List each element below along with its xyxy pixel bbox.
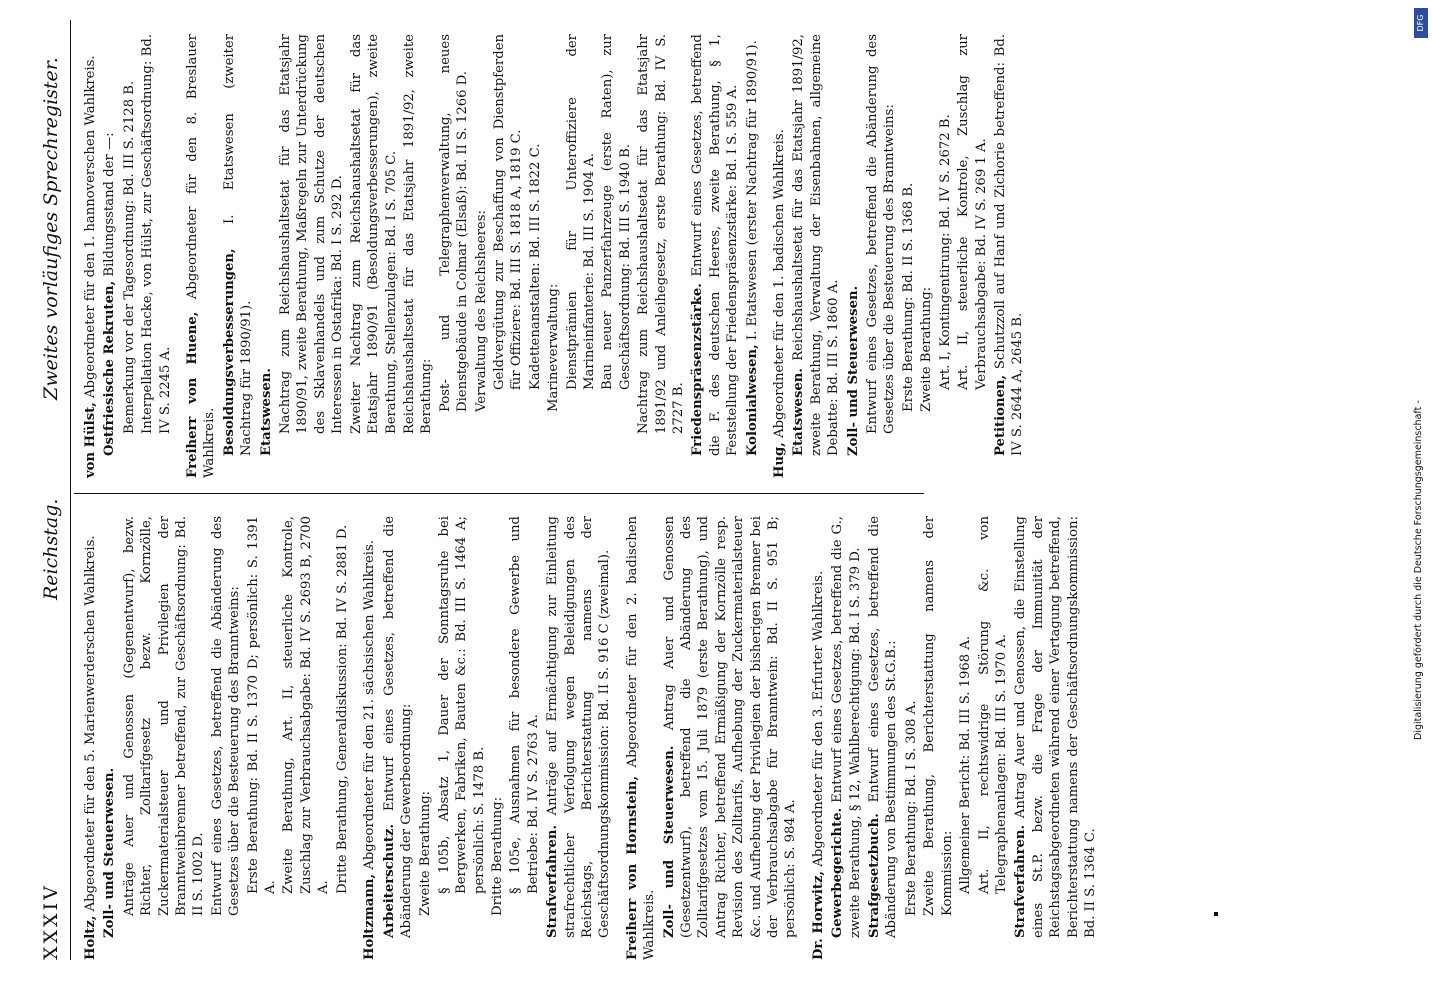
speaker-constituency: Abgeordneter für den 3. Erfurter Wahlkreis. [810,570,826,867]
register-entry [82,516,351,960]
subject-heading: Zoll- und Steuerwesen. [845,285,861,456]
subject-reference: § 105b, Absatz 1, Dauer der Sonntagsruhe bei Bergwerken, Fabriken, Bauten &c.: Bd. III S. 1464 A; persönlich: S. 1478 B. [436,516,487,894]
subject-heading: Strafverfahren. [1013,824,1029,938]
subject-reference: Erste Berathung: Bd. II S. 1368 B. [900,182,916,412]
subject-reference: Zweite Berathung: [919,286,935,412]
subject-reference: Art. I, Kontingentirung: Bd. IV S. 2672 B. [937,114,953,390]
speaker-name: Hug, [772,442,788,478]
subject-reference: Verwaltung des Reichsheeres: [473,210,489,412]
subject-heading: Etatswesen. [791,368,807,456]
speaker-name: von Hülst, [83,402,98,478]
subject-item: I. Etatswesen (erster Nachtrag für 1890/91). [744,40,760,341]
register-entry [184,34,761,478]
subject-reference: Art. II, rechtswidrige Störung &c. von Telegraphenanlagen: Bd. III S. 1970 A. [976,516,1009,894]
subject-item: Nachtrag zum Reichshaushaltsetat für das Etatsjahr 1890/91, zweite Berathung, Maßregeln zur Unterdrückung des Sklavenhandels und zum Schutze der deutschen Interessen in Ostafrika: Bd. I S. 292 D. [278,34,346,434]
speaker-name: Freiherr von Huene, [185,311,201,478]
register-entry [810,516,1100,960]
scan-speck [1214,912,1218,916]
speaker-constituency: Abgeordneter für den 8. Breslauer Wahlkreis. [185,34,218,478]
subject-reference: Dritte Berathung: [489,796,505,916]
subject-reference: Art. II, steuerliche Kontrole, Zuschlag zur Verbrauchsabgabe: Bd. IV S. 269 1 A. [956,34,989,390]
subject-heading: Strafverfahren. [545,824,561,938]
subject-reference: Erste Berathung: Bd. II S. 1370 D; persönlich: S. 1391 A. [245,516,279,894]
header-rule [70,20,71,960]
subject-item: Bildungsstand der —: [102,132,118,277]
subject-item: Entwurf eines Gesetzes, betreffend die F. des deutschen Heeres, zweite Berathung, § 1, Feststellung der Friedenspräsenzstärke: Bd. I S. 559 A. [690,34,741,456]
page-header [30,20,70,960]
left-column [82,516,1109,960]
subject-item: Entwurf eines Gesetzes, betreffend die Abänderung der Gewerbeordnung: [381,516,414,938]
speaker-constituency: Abgeordneter für den 21. sächsischen Wahlkreis. [362,540,378,870]
dfg-logo [1414,8,1428,38]
running-title-left: Reichstag. [40,498,62,600]
subject-item: Entwurf eines Gesetzes, betreffend die Abänderung des Gesetzes über die Besteuerung des Branntweins: [865,34,898,434]
page-number: XXXIV [40,883,62,960]
speaker-constituency: Abgeordneter für den 1. hannoverschen Wahlkreis. [83,55,98,398]
speaker-name: Holtz, [83,915,98,960]
speaker-constituency: Abgeordneter für den 2. badischen Wahlkreis. [624,516,658,960]
speaker-constituency: Abgeordneter für den 5. Marienwerderschen Wahlkreis. [83,535,98,912]
subject-reference: § 105e, Ausnahmen für besondere Gewerbe und Betriebe: Bd. IV S. 2763 A. [508,516,541,894]
speaker-name: Dr. Horwitz, [810,870,826,960]
register-entry [361,516,614,960]
subject-heading: Zoll- und Steuerwesen. [661,745,677,938]
subject-reference: Allgemeiner Bericht: Bd. III S. 1968 A. [958,635,974,894]
rotated-register-page [30,20,1370,960]
register-entry [82,34,174,478]
subject-item: Schutzzoll auf Hanf und Zichorie betreffend: Bd. IV S. 2644 A, 2645 B. [992,34,1026,456]
subject-reference: Interpellation Hacke, von Hülst, zur Geschäftsordnung: Bd. IV S. 2245 A. [140,34,173,434]
digitization-note: Digitalisierung gefördert durch die Deutsche Forschungsgemeinschaft - [1413,400,1424,740]
subject-heading: Kolonialwesen, [744,344,760,456]
subject-reference: Dienstprämien für Unteroffiziere der Marineinfanterie: Bd. III S. 1904 A. [564,34,597,390]
subject-reference: Zweite Berathung: [418,790,434,916]
subject-item: Entwurf eines Gesetzes, betreffend die G., zweite Berathung, § 12, Wahlberechtigung: Bd. I S. 379 D. [830,516,863,938]
subject-reference: Kadettenanstalten: Bd. III S. 1822 C. [527,143,543,390]
subject-reference: Erste Berathung: Bd. I S. 308 A. [903,700,919,916]
subject-heading: Ostfriesische Rekruten, [102,280,118,456]
subject-heading: Gewerbegerichte. [830,807,846,938]
speaker-name: Freiherr von Hornstein, [624,775,640,960]
subject-item: Anträge auf Ermächtigung zur Einleitung strafrechtlicher Verfolgung wegen Beleidigungen des Reichstags, Berichterstattung namens der Geschäftsordnungskommission: Bd. II S. 916 C (zweimal). [545,516,613,938]
register-entry [624,516,800,960]
register-entry [771,34,1027,478]
subject-item: Entwurf eines Gesetzes, betreffend die Abänderung des Gesetzes über die Besteuerung des Branntweins: [209,516,243,916]
subject-heading: Zoll- und Steuerwesen. [102,767,118,938]
right-column [82,34,1037,478]
subject-heading: Strafgesetzbuch. [867,813,883,938]
subject-item: I. Etatswesen (zweiter Nachtrag für 1890/91). [221,34,255,456]
subject-item: Entwurf eines Gesetzes, betreffend die Abänderung von Bestimmungen des St.G.B.: [867,516,900,938]
subject-reference: Zweite Berathung, Berichterstattung namens der Kommission: [922,516,955,916]
subject-item: Reichshaushaltsetat für das Etatsjahr 1891/92, zweite Berathung, Verwaltung der Eisenbahnen, allgemeine Debatte: Bd. III S. 1860 A. [791,34,842,456]
subject-item: Antrag Auer und Genossen (Gesetzentwurf), betreffend die Abänderung des Zolltarifgesetzes vom 15. Juli 1879 (erste Berathung), und Antrag Richter, betreffend Ermäßigung der Kornzölle resp. Revision des Zolltarifs, Aufhebung der Zuckermaterialsteuer &c. und Aufhebung der Privilegien der bisherigen Brenner bei der Verbrauchsabgabe für Branntwein: Bd. II S. 951 B; persönlich: S. 984 A. [661,516,799,938]
subject-item: Nachtrag zum Reichshaushaltsetat für das Etatsjahr 1891/92 und Anleihegesetz, erste Berathung: Bd. IV S. 2727 B. [636,34,686,434]
subject-reference: Dritte Berathung, Generaldiskussion: Bd. IV S. 2881 D. [334,524,350,894]
speaker-name: Holtzmann, [362,873,378,960]
subject-reference: Zweite Berathung, Art. II, steuerliche Kontrole, Zuschlag zur Verbrauchsabgabe: Bd. IV S. 2693 B, 2700 A. [281,516,332,894]
digitization-sidebar [1398,20,1428,740]
subject-item: Antrag Auer und Genossen, die Einstellung eines St.P. bezw. die Frage der Immunität der Reichstagsabgeordneten während einer Vertagung betreffend, Berichterstattung namens der Geschäftsordnungskommission: Bd. II S. 1364 C. [1013,516,1098,938]
subject-item: Zweiter Nachtrag zum Reichshaushaltsetat für das Etatsjahr 1890/91 (Besoldungsverbesserungen), zweite Berathung, Stellenzulagen: Bd. I S. 705 C. [348,34,399,434]
subject-item: Reichshaushaltsetat für das Etatsjahr 1891/92, zweite Berathung: [401,34,435,434]
column-divider [74,493,924,494]
subject-heading: Besoldungsverbesserungen, [221,248,237,456]
subject-heading: Etatswesen. [258,368,274,456]
subject-reference: Geldvergütung zur Beschaffung von Dienstpferden für Offiziere: Bd. III S. 1818 A, 1819 C. [491,34,525,390]
subject-heading: Friedenspräsenzstärke. [690,283,706,456]
subject-heading: Petitionen, [992,374,1008,456]
subject-item: Anträge Auer und Genossen (Gegenentwurf), bezw. Richter, Zolltarifgesetz bezw. Kornzölle, Zuckermaterialsteuer und Privilegien der Branntweinbrenner betreffend, zur Geschäftsordnung: Bd. II S. 1002 D. [121,516,207,916]
dfg-logo-text: DFG [1416,14,1425,32]
subject-heading: Arbeiterschutz. [381,823,397,938]
subject-reference: Post- und Telegraphenverwaltung, neues Dienstgebäude in Colmar (Elsaß): Bd. II S. 1266 D. [437,34,471,412]
subject-reference: Bemerkung vor der Tagesordnung: Bd. III S. 2128 B. [121,80,137,434]
speaker-constituency: Abgeordneter für den 1. badischen Wahlkreis. [772,129,788,438]
running-title-right: Zweites vorläufiges Sprechregister. [40,57,62,400]
subject-reference: Bau neuer Panzerfahrzeuge (erste Raten), zur Geschäftsordnung: Bd. III S. 1940 B. [600,34,633,390]
subject-reference: Marineverwaltung: [546,283,562,412]
